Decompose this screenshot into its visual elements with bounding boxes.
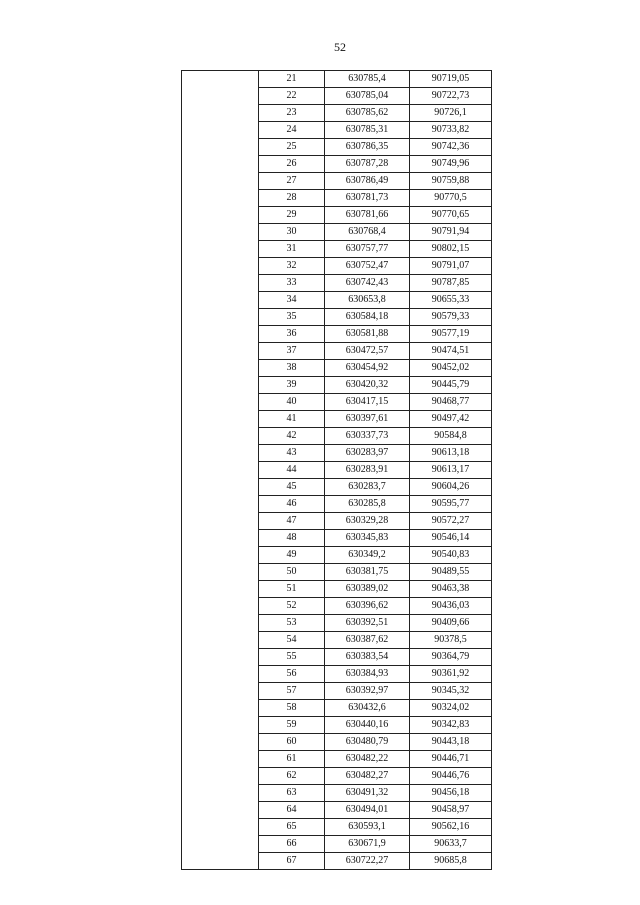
x-coordinate-cell: 630752,47 bbox=[325, 258, 410, 275]
x-coordinate-cell: 630786,49 bbox=[325, 173, 410, 190]
point-number-cell: 35 bbox=[259, 309, 325, 326]
x-coordinate-cell: 630349,2 bbox=[325, 547, 410, 564]
x-coordinate-cell: 630396,62 bbox=[325, 598, 410, 615]
page-number: 52 bbox=[334, 40, 346, 54]
y-coordinate-cell: 90445,79 bbox=[410, 377, 492, 394]
x-coordinate-cell: 630283,97 bbox=[325, 445, 410, 462]
x-coordinate-cell: 630397,61 bbox=[325, 411, 410, 428]
point-number-cell: 26 bbox=[259, 156, 325, 173]
y-coordinate-cell: 90489,55 bbox=[410, 564, 492, 581]
y-coordinate-cell: 90584,8 bbox=[410, 428, 492, 445]
x-coordinate-cell: 630581,88 bbox=[325, 326, 410, 343]
x-coordinate-cell: 630786,35 bbox=[325, 139, 410, 156]
y-coordinate-cell: 90446,71 bbox=[410, 751, 492, 768]
x-coordinate-cell: 630494,01 bbox=[325, 802, 410, 819]
x-coordinate-cell: 630283,7 bbox=[325, 479, 410, 496]
x-coordinate-cell: 630781,66 bbox=[325, 207, 410, 224]
x-coordinate-cell: 630671,9 bbox=[325, 836, 410, 853]
x-coordinate-cell: 630785,62 bbox=[325, 105, 410, 122]
y-coordinate-cell: 90436,03 bbox=[410, 598, 492, 615]
point-number-cell: 55 bbox=[259, 649, 325, 666]
point-number-cell: 44 bbox=[259, 462, 325, 479]
point-number-cell: 51 bbox=[259, 581, 325, 598]
y-coordinate-cell: 90685,8 bbox=[410, 853, 492, 870]
point-number-cell: 27 bbox=[259, 173, 325, 190]
point-number-cell: 52 bbox=[259, 598, 325, 615]
x-coordinate-cell: 630440,16 bbox=[325, 717, 410, 734]
x-coordinate-cell: 630472,57 bbox=[325, 343, 410, 360]
y-coordinate-cell: 90562,16 bbox=[410, 819, 492, 836]
y-coordinate-cell: 90726,1 bbox=[410, 105, 492, 122]
y-coordinate-cell: 90409,66 bbox=[410, 615, 492, 632]
point-number-cell: 66 bbox=[259, 836, 325, 853]
x-coordinate-cell: 630593,1 bbox=[325, 819, 410, 836]
point-number-cell: 32 bbox=[259, 258, 325, 275]
y-coordinate-cell: 90497,42 bbox=[410, 411, 492, 428]
x-coordinate-cell: 630285,8 bbox=[325, 496, 410, 513]
x-coordinate-cell: 630454,92 bbox=[325, 360, 410, 377]
y-coordinate-cell: 90733,82 bbox=[410, 122, 492, 139]
point-number-cell: 47 bbox=[259, 513, 325, 530]
point-number-cell: 31 bbox=[259, 241, 325, 258]
point-number-cell: 50 bbox=[259, 564, 325, 581]
point-number-cell: 59 bbox=[259, 717, 325, 734]
x-coordinate-cell: 630491,32 bbox=[325, 785, 410, 802]
y-coordinate-cell: 90719,05 bbox=[410, 71, 492, 88]
y-coordinate-cell: 90540,83 bbox=[410, 547, 492, 564]
point-number-cell: 63 bbox=[259, 785, 325, 802]
coordinates-table bbox=[181, 70, 492, 870]
point-number-cell: 23 bbox=[259, 105, 325, 122]
x-coordinate-cell: 630417,15 bbox=[325, 394, 410, 411]
x-coordinate-cell: 630482,27 bbox=[325, 768, 410, 785]
x-coordinate-cell: 630387,62 bbox=[325, 632, 410, 649]
y-coordinate-cell: 90474,51 bbox=[410, 343, 492, 360]
point-number-cell: 42 bbox=[259, 428, 325, 445]
x-coordinate-cell: 630757,77 bbox=[325, 241, 410, 258]
x-coordinate-cell: 630329,28 bbox=[325, 513, 410, 530]
y-coordinate-cell: 90770,5 bbox=[410, 190, 492, 207]
x-coordinate-cell: 630787,28 bbox=[325, 156, 410, 173]
point-number-cell: 57 bbox=[259, 683, 325, 700]
x-coordinate-cell: 630482,22 bbox=[325, 751, 410, 768]
y-coordinate-cell: 90759,88 bbox=[410, 173, 492, 190]
y-coordinate-cell: 90604,26 bbox=[410, 479, 492, 496]
y-coordinate-cell: 90579,33 bbox=[410, 309, 492, 326]
y-coordinate-cell: 90655,33 bbox=[410, 292, 492, 309]
y-coordinate-cell: 90577,19 bbox=[410, 326, 492, 343]
x-coordinate-cell: 630337,73 bbox=[325, 428, 410, 445]
point-number-cell: 24 bbox=[259, 122, 325, 139]
x-coordinate-cell: 630584,18 bbox=[325, 309, 410, 326]
point-number-cell: 46 bbox=[259, 496, 325, 513]
point-number-cell: 22 bbox=[259, 88, 325, 105]
point-number-cell: 30 bbox=[259, 224, 325, 241]
y-coordinate-cell: 90749,96 bbox=[410, 156, 492, 173]
y-coordinate-cell: 90595,77 bbox=[410, 496, 492, 513]
y-coordinate-cell: 90468,77 bbox=[410, 394, 492, 411]
point-number-cell: 58 bbox=[259, 700, 325, 717]
y-coordinate-cell: 90791,07 bbox=[410, 258, 492, 275]
x-coordinate-cell: 630785,4 bbox=[325, 71, 410, 88]
point-number-cell: 37 bbox=[259, 343, 325, 360]
point-number-cell: 28 bbox=[259, 190, 325, 207]
y-coordinate-cell: 90722,73 bbox=[410, 88, 492, 105]
point-number-cell: 25 bbox=[259, 139, 325, 156]
point-number-cell: 56 bbox=[259, 666, 325, 683]
point-number-cell: 62 bbox=[259, 768, 325, 785]
x-coordinate-cell: 630389,02 bbox=[325, 581, 410, 598]
y-coordinate-cell: 90364,79 bbox=[410, 649, 492, 666]
y-coordinate-cell: 90361,92 bbox=[410, 666, 492, 683]
x-coordinate-cell: 630742,43 bbox=[325, 275, 410, 292]
y-coordinate-cell: 90613,17 bbox=[410, 462, 492, 479]
y-coordinate-cell: 90324,02 bbox=[410, 700, 492, 717]
coordinates-table-container bbox=[181, 70, 492, 870]
coordinates-table-body bbox=[182, 71, 492, 870]
point-number-cell: 64 bbox=[259, 802, 325, 819]
y-coordinate-cell: 90802,15 bbox=[410, 241, 492, 258]
point-number-cell: 53 bbox=[259, 615, 325, 632]
point-number-cell: 65 bbox=[259, 819, 325, 836]
x-coordinate-cell: 630392,51 bbox=[325, 615, 410, 632]
x-coordinate-cell: 630785,31 bbox=[325, 122, 410, 139]
x-coordinate-cell: 630392,97 bbox=[325, 683, 410, 700]
y-coordinate-cell: 90613,18 bbox=[410, 445, 492, 462]
y-coordinate-cell: 90770,65 bbox=[410, 207, 492, 224]
point-number-cell: 38 bbox=[259, 360, 325, 377]
x-coordinate-cell: 630384,93 bbox=[325, 666, 410, 683]
merged-blank-cell bbox=[182, 71, 259, 870]
table-row bbox=[182, 71, 492, 88]
point-number-cell: 41 bbox=[259, 411, 325, 428]
y-coordinate-cell: 90456,18 bbox=[410, 785, 492, 802]
point-number-cell: 33 bbox=[259, 275, 325, 292]
point-number-cell: 49 bbox=[259, 547, 325, 564]
y-coordinate-cell: 90446,76 bbox=[410, 768, 492, 785]
x-coordinate-cell: 630283,91 bbox=[325, 462, 410, 479]
y-coordinate-cell: 90791,94 bbox=[410, 224, 492, 241]
point-number-cell: 29 bbox=[259, 207, 325, 224]
y-coordinate-cell: 90345,32 bbox=[410, 683, 492, 700]
point-number-cell: 61 bbox=[259, 751, 325, 768]
point-number-cell: 34 bbox=[259, 292, 325, 309]
point-number-cell: 67 bbox=[259, 853, 325, 870]
y-coordinate-cell: 90342,83 bbox=[410, 717, 492, 734]
y-coordinate-cell: 90463,38 bbox=[410, 581, 492, 598]
x-coordinate-cell: 630381,75 bbox=[325, 564, 410, 581]
x-coordinate-cell: 630722,27 bbox=[325, 853, 410, 870]
y-coordinate-cell: 90742,36 bbox=[410, 139, 492, 156]
x-coordinate-cell: 630420,32 bbox=[325, 377, 410, 394]
x-coordinate-cell: 630480,79 bbox=[325, 734, 410, 751]
y-coordinate-cell: 90787,85 bbox=[410, 275, 492, 292]
y-coordinate-cell: 90572,27 bbox=[410, 513, 492, 530]
x-coordinate-cell: 630345,83 bbox=[325, 530, 410, 547]
point-number-cell: 54 bbox=[259, 632, 325, 649]
x-coordinate-cell: 630432,6 bbox=[325, 700, 410, 717]
y-coordinate-cell: 90452,02 bbox=[410, 360, 492, 377]
x-coordinate-cell: 630781,73 bbox=[325, 190, 410, 207]
point-number-cell: 36 bbox=[259, 326, 325, 343]
point-number-cell: 45 bbox=[259, 479, 325, 496]
y-coordinate-cell: 90458,97 bbox=[410, 802, 492, 819]
point-number-cell: 60 bbox=[259, 734, 325, 751]
point-number-cell: 48 bbox=[259, 530, 325, 547]
x-coordinate-cell: 630785,04 bbox=[325, 88, 410, 105]
point-number-cell: 43 bbox=[259, 445, 325, 462]
y-coordinate-cell: 90443,18 bbox=[410, 734, 492, 751]
x-coordinate-cell: 630768,4 bbox=[325, 224, 410, 241]
point-number-cell: 40 bbox=[259, 394, 325, 411]
y-coordinate-cell: 90546,14 bbox=[410, 530, 492, 547]
point-number-cell: 39 bbox=[259, 377, 325, 394]
y-coordinate-cell: 90378,5 bbox=[410, 632, 492, 649]
x-coordinate-cell: 630383,54 bbox=[325, 649, 410, 666]
y-coordinate-cell: 90633,7 bbox=[410, 836, 492, 853]
x-coordinate-cell: 630653,8 bbox=[325, 292, 410, 309]
point-number-cell: 21 bbox=[259, 71, 325, 88]
